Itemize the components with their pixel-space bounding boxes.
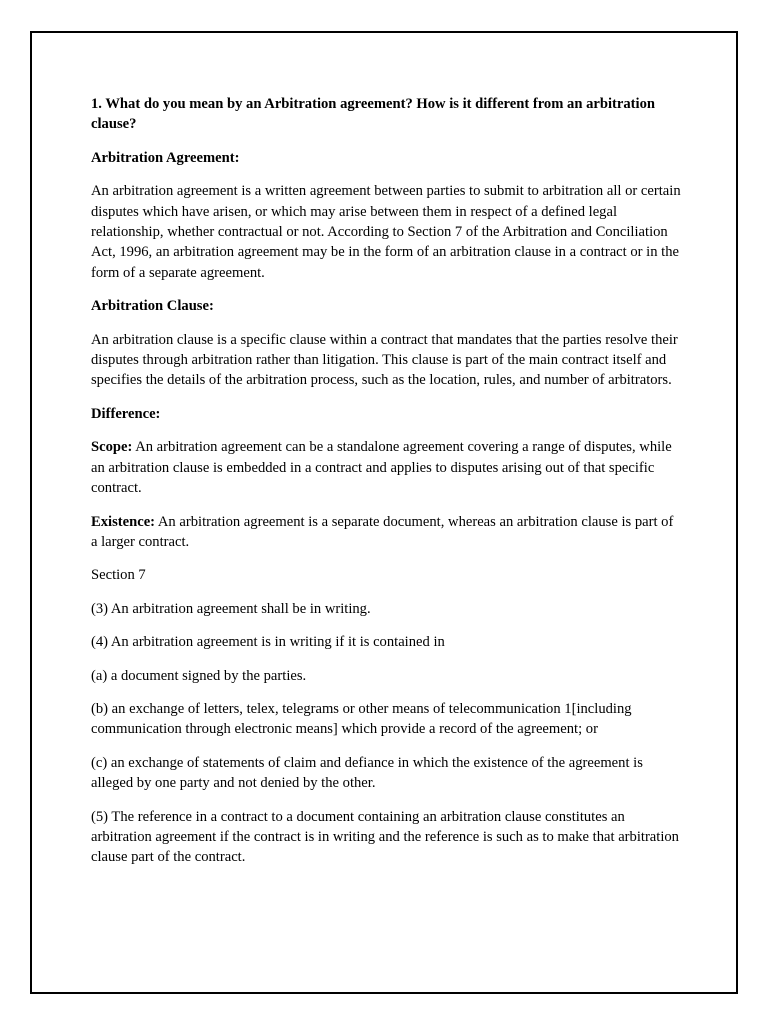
difference-heading: Difference:	[91, 405, 161, 422]
scope-paragraph	[91, 437, 681, 498]
document-content	[91, 94, 681, 881]
scope-label: Scope:	[91, 439, 133, 456]
existence-text: An arbitration agreement is a separate document, whereas an arbitration clause is part of a larger contract.	[91, 513, 674, 550]
clause-paragraph: An arbitration clause is a specific clause within a contract that mandates that the parties resolve their disputes through arbitration rather than litigation. This clause is part of the main contract itself and specifies the details of the arbitration process, such as the location, rules, and number of arbitrators.	[91, 331, 678, 389]
section7-item-3: (3) An arbitration agreement shall be in writing.	[91, 600, 371, 617]
agreement-heading: Arbitration Agreement:	[91, 149, 240, 166]
question-heading: 1. What do you mean by an Arbitration agreement? How is it different from an arbitration clause?	[91, 96, 656, 133]
section7-item-c: (c) an exchange of statements of claim and defiance in which the existence of the agreement is alleged by one party and not denied by the other.	[91, 754, 643, 792]
section7-item-5: (5) The reference in a contract to a document containing an arbitration clause constitutes an arbitration agreement if the contract is in writing and the reference is such as to make that arbitration clause part of the contract.	[91, 808, 679, 866]
section7-item-b: (b) an exchange of letters, telex, telegrams or other means of telecommunication 1[including communication through electronic means] which provide a record of the agreement; or	[91, 700, 632, 738]
section7-title: Section 7	[91, 567, 146, 584]
document-page	[30, 31, 738, 994]
section7-item-a: (a) a document signed by the parties.	[91, 667, 307, 684]
existence-paragraph	[91, 512, 681, 553]
section7-item-4: (4) An arbitration agreement is in writing if it is contained in	[91, 634, 445, 651]
clause-heading: Arbitration Clause:	[91, 298, 214, 315]
agreement-paragraph: An arbitration agreement is a written agreement between parties to submit to arbitration all or certain disputes which have arisen, or which may arise between them in respect of a defined legal relationship, whether contractual or not. According to Section 7 of the Arbitration and Conciliation Act, 1996, an arbitration agreement may be in the form of an arbitration clause in a contract or in the form of a separate agreement.	[91, 183, 681, 281]
scope-text: An arbitration agreement can be a standalone agreement covering a range of disputes, while an arbitration clause is embedded in a contract and applies to disputes arising out of that specific contract.	[91, 439, 672, 497]
existence-label: Existence:	[91, 513, 156, 530]
